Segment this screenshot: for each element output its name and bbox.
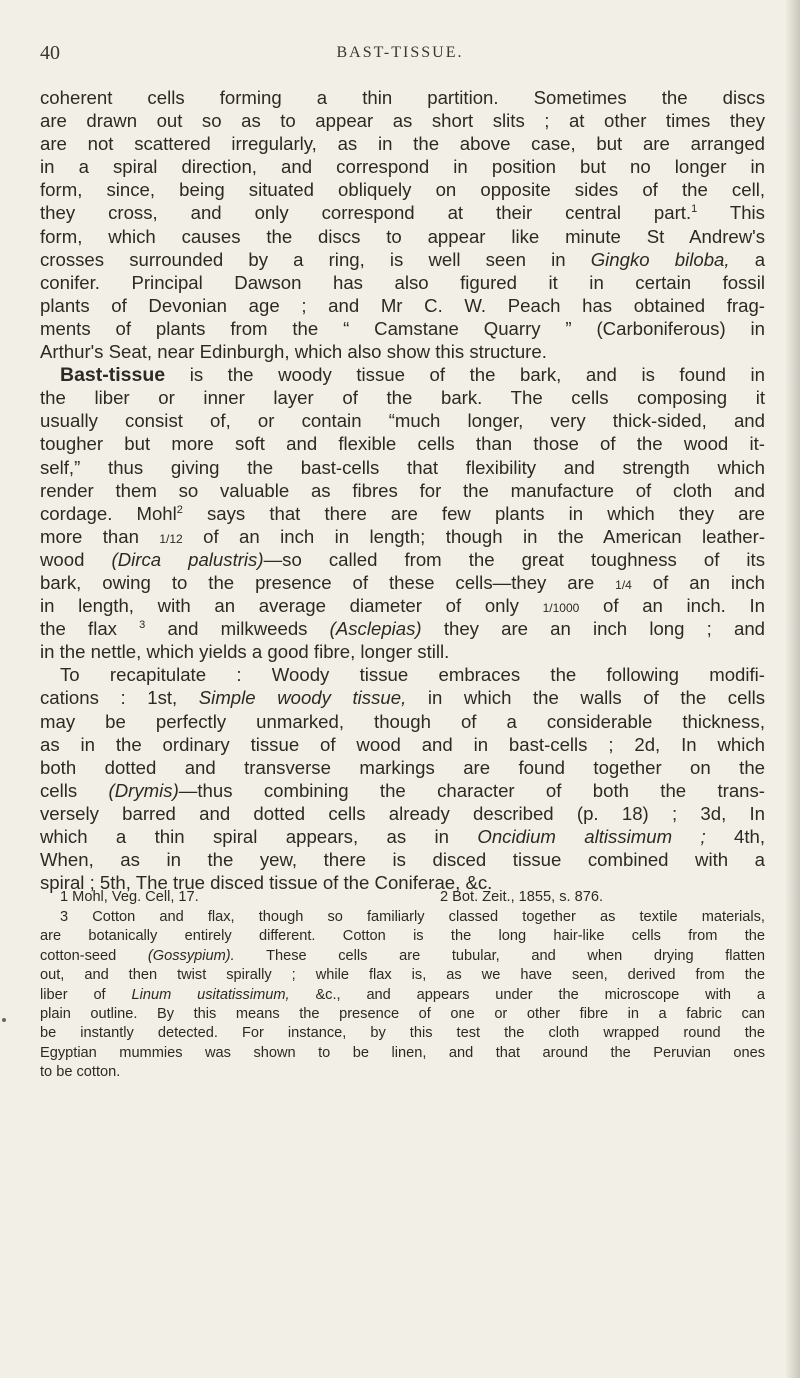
footnote-3-line: are botanically entirely different. Cotton is the long hair-like cells from the bbox=[40, 928, 765, 945]
footnote-3-line: be instantly detected. For instance, by this test the cloth wrapped round the bbox=[40, 1025, 765, 1042]
text-line: in the nettle, which yields a good fibre, longer still. bbox=[40, 641, 450, 663]
footnote-3-line: 3 Cotton and flax, though so familiarly classed together as textile materials, bbox=[60, 909, 765, 925]
margin-mark bbox=[2, 1018, 6, 1022]
text-line bbox=[40, 363, 765, 386]
text-segment: says that there are few plants in which they are bbox=[207, 502, 765, 524]
text-line: both dotted and transverse markings are found together on the bbox=[40, 756, 765, 778]
footnote-3-line bbox=[40, 947, 765, 966]
text-segment: bark, owing to the presence of these cells—they are bbox=[40, 571, 595, 593]
text-segment: &c., and appears under the microscope with a bbox=[315, 986, 766, 1003]
body-text bbox=[40, 86, 765, 894]
footnote-row bbox=[40, 888, 765, 908]
text-segment: —thus combining the character of both the trans- bbox=[178, 779, 765, 801]
footnote-ref: 2 bbox=[176, 503, 183, 516]
text-segment: in length, with an average diameter of only bbox=[40, 595, 519, 617]
text-line: in a spiral direction, and correspond in position but no longer in bbox=[40, 156, 765, 178]
text-line bbox=[40, 779, 765, 802]
text-line: tougher but more soft and flexible cells than those of the wood it- bbox=[40, 433, 765, 455]
fraction: 1/1000 bbox=[542, 601, 580, 616]
page-number: 40 bbox=[40, 42, 60, 64]
text-segment: —so called from the great toughness of its bbox=[263, 548, 765, 570]
running-head: BAST-TISSUE. bbox=[336, 44, 464, 61]
fraction: 1/4 bbox=[615, 577, 632, 592]
section-term: Bast-tissue bbox=[60, 364, 166, 387]
page-header bbox=[40, 42, 760, 70]
footnote-ref: 3 bbox=[139, 618, 146, 631]
text-segment: more than bbox=[40, 525, 139, 547]
text-segment: cells bbox=[40, 779, 78, 801]
text-segment: wood bbox=[40, 548, 85, 570]
text-segment: This bbox=[729, 202, 765, 224]
text-line: self,” thus giving the bast-cells that flexibility and strength which bbox=[40, 456, 765, 478]
text-line bbox=[40, 617, 765, 640]
text-line: render them so valuable as fibres for the manufacture of cloth and bbox=[40, 479, 765, 501]
text-segment: liber of bbox=[40, 986, 106, 1003]
text-segment: cations : 1st, bbox=[40, 687, 178, 709]
italic-term: Gingko biloba, bbox=[590, 248, 730, 270]
text-segment: and milkweeds bbox=[167, 618, 308, 640]
footnotes bbox=[40, 888, 765, 1083]
footnote-3-line bbox=[40, 986, 765, 1005]
text-segment: which a thin spiral appears, as in bbox=[40, 826, 449, 847]
text-segment: is the woody tissue of the bark, and is found in bbox=[189, 364, 765, 386]
text-line: form, which causes the discs to appear like minute St Andrew's bbox=[40, 225, 765, 247]
page-edge-shadow bbox=[786, 0, 800, 1378]
text-line bbox=[40, 825, 765, 848]
text-line bbox=[40, 686, 765, 709]
text-line bbox=[40, 525, 765, 548]
italic-term: Oncidium altissimum ; bbox=[477, 826, 706, 847]
text-line bbox=[40, 571, 765, 594]
text-line bbox=[40, 201, 765, 224]
footnote-3-line: Egyptian mummies was shown to be linen, and that around the Peruvian ones bbox=[40, 1044, 765, 1061]
text-line: Arthur's Seat, near Edinburgh, which also show this structure. bbox=[40, 341, 547, 363]
text-line bbox=[40, 248, 765, 271]
italic-term: (Gossypium). bbox=[147, 947, 235, 964]
text-line: versely barred and dotted cells already described (p. 18) ; 3d, In bbox=[40, 802, 765, 824]
text-line: usually consist of, or contain “much longer, very thick-sided, and bbox=[40, 410, 765, 432]
text-segment: in which the walls of the cells bbox=[427, 687, 765, 709]
text-segment: of an inch in length; though in the American leather- bbox=[203, 525, 766, 547]
text-segment: a bbox=[754, 248, 766, 270]
text-line: the liber or inner layer of the bark. The cells composing it bbox=[40, 387, 765, 409]
italic-term: (Asclepias) bbox=[329, 618, 422, 640]
text-segment: they cross, and only correspond at their central part. bbox=[40, 202, 692, 224]
text-line bbox=[40, 594, 765, 617]
text-line: plants of Devonian age ; and Mr C. W. Peach has obtained frag- bbox=[40, 294, 765, 316]
text-segment: crosses surrounded by a ring, is well seen in bbox=[40, 248, 566, 270]
italic-term: (Dirca palustris) bbox=[111, 548, 264, 570]
text-segment: of an inch bbox=[652, 571, 765, 593]
text-segment: they are an inch long ; and bbox=[443, 618, 766, 640]
text-line: spiral ; 5th, The true disced tissue of the Coniferae, &c. bbox=[40, 872, 493, 894]
text-line: as in the ordinary tissue of wood and in bast-cells ; 2d, In which bbox=[40, 733, 765, 755]
text-line: When, as in the yew, there is disced tissue combined with a bbox=[40, 849, 765, 871]
fraction: 1/12 bbox=[159, 531, 183, 546]
text-line bbox=[40, 502, 765, 525]
footnote-2: 2 Bot. Zeit., 1855, s. 876. bbox=[440, 889, 604, 905]
footnote-3-line: out, and then twist spirally ; while flax is, as we have seen, derived from the bbox=[40, 967, 765, 984]
italic-term: Simple woody tissue, bbox=[198, 687, 407, 709]
text-line: form, since, being situated obliquely on opposite sides of the cell, bbox=[40, 179, 765, 201]
footnote-3-line: plain outline. By this means the presence of one or other fibre in a fabric can bbox=[40, 1005, 765, 1022]
text-segment: cotton-seed bbox=[40, 947, 117, 964]
italic-term: (Drymis) bbox=[108, 779, 179, 801]
text-line: are drawn out so as to appear as short slits ; at other times they bbox=[40, 110, 765, 132]
text-segment: 4th, bbox=[733, 826, 765, 847]
footnote-3-line: to be cotton. bbox=[40, 1064, 121, 1081]
text-line: coherent cells forming a thin partition. Sometimes the discs bbox=[40, 87, 765, 108]
text-line: To recapitulate : Woody tissue embraces the following modifi- bbox=[60, 664, 765, 686]
italic-term: Linum usitatissimum, bbox=[131, 986, 290, 1003]
text-segment: the flax bbox=[40, 618, 117, 640]
text-line: may be perfectly unmarked, though of a considerable thickness, bbox=[40, 710, 765, 732]
footnote-ref: 1 bbox=[691, 203, 698, 216]
text-line: conifer. Principal Dawson has also figured it in certain fossil bbox=[40, 271, 765, 293]
text-segment: These cells are tubular, and when drying flatten bbox=[266, 947, 765, 964]
text-line: are not scattered irregularly, as in the above case, but are arranged bbox=[40, 133, 765, 155]
text-segment: cordage. Mohl bbox=[40, 502, 177, 524]
text-line: ments of plants from the “ Camstane Quarry ” (Carboniferous) in bbox=[40, 317, 765, 339]
text-segment: of an inch. In bbox=[603, 595, 766, 617]
footnote-1: 1 Mohl, Veg. Cell, 17. bbox=[60, 889, 199, 905]
text-line bbox=[40, 548, 765, 571]
